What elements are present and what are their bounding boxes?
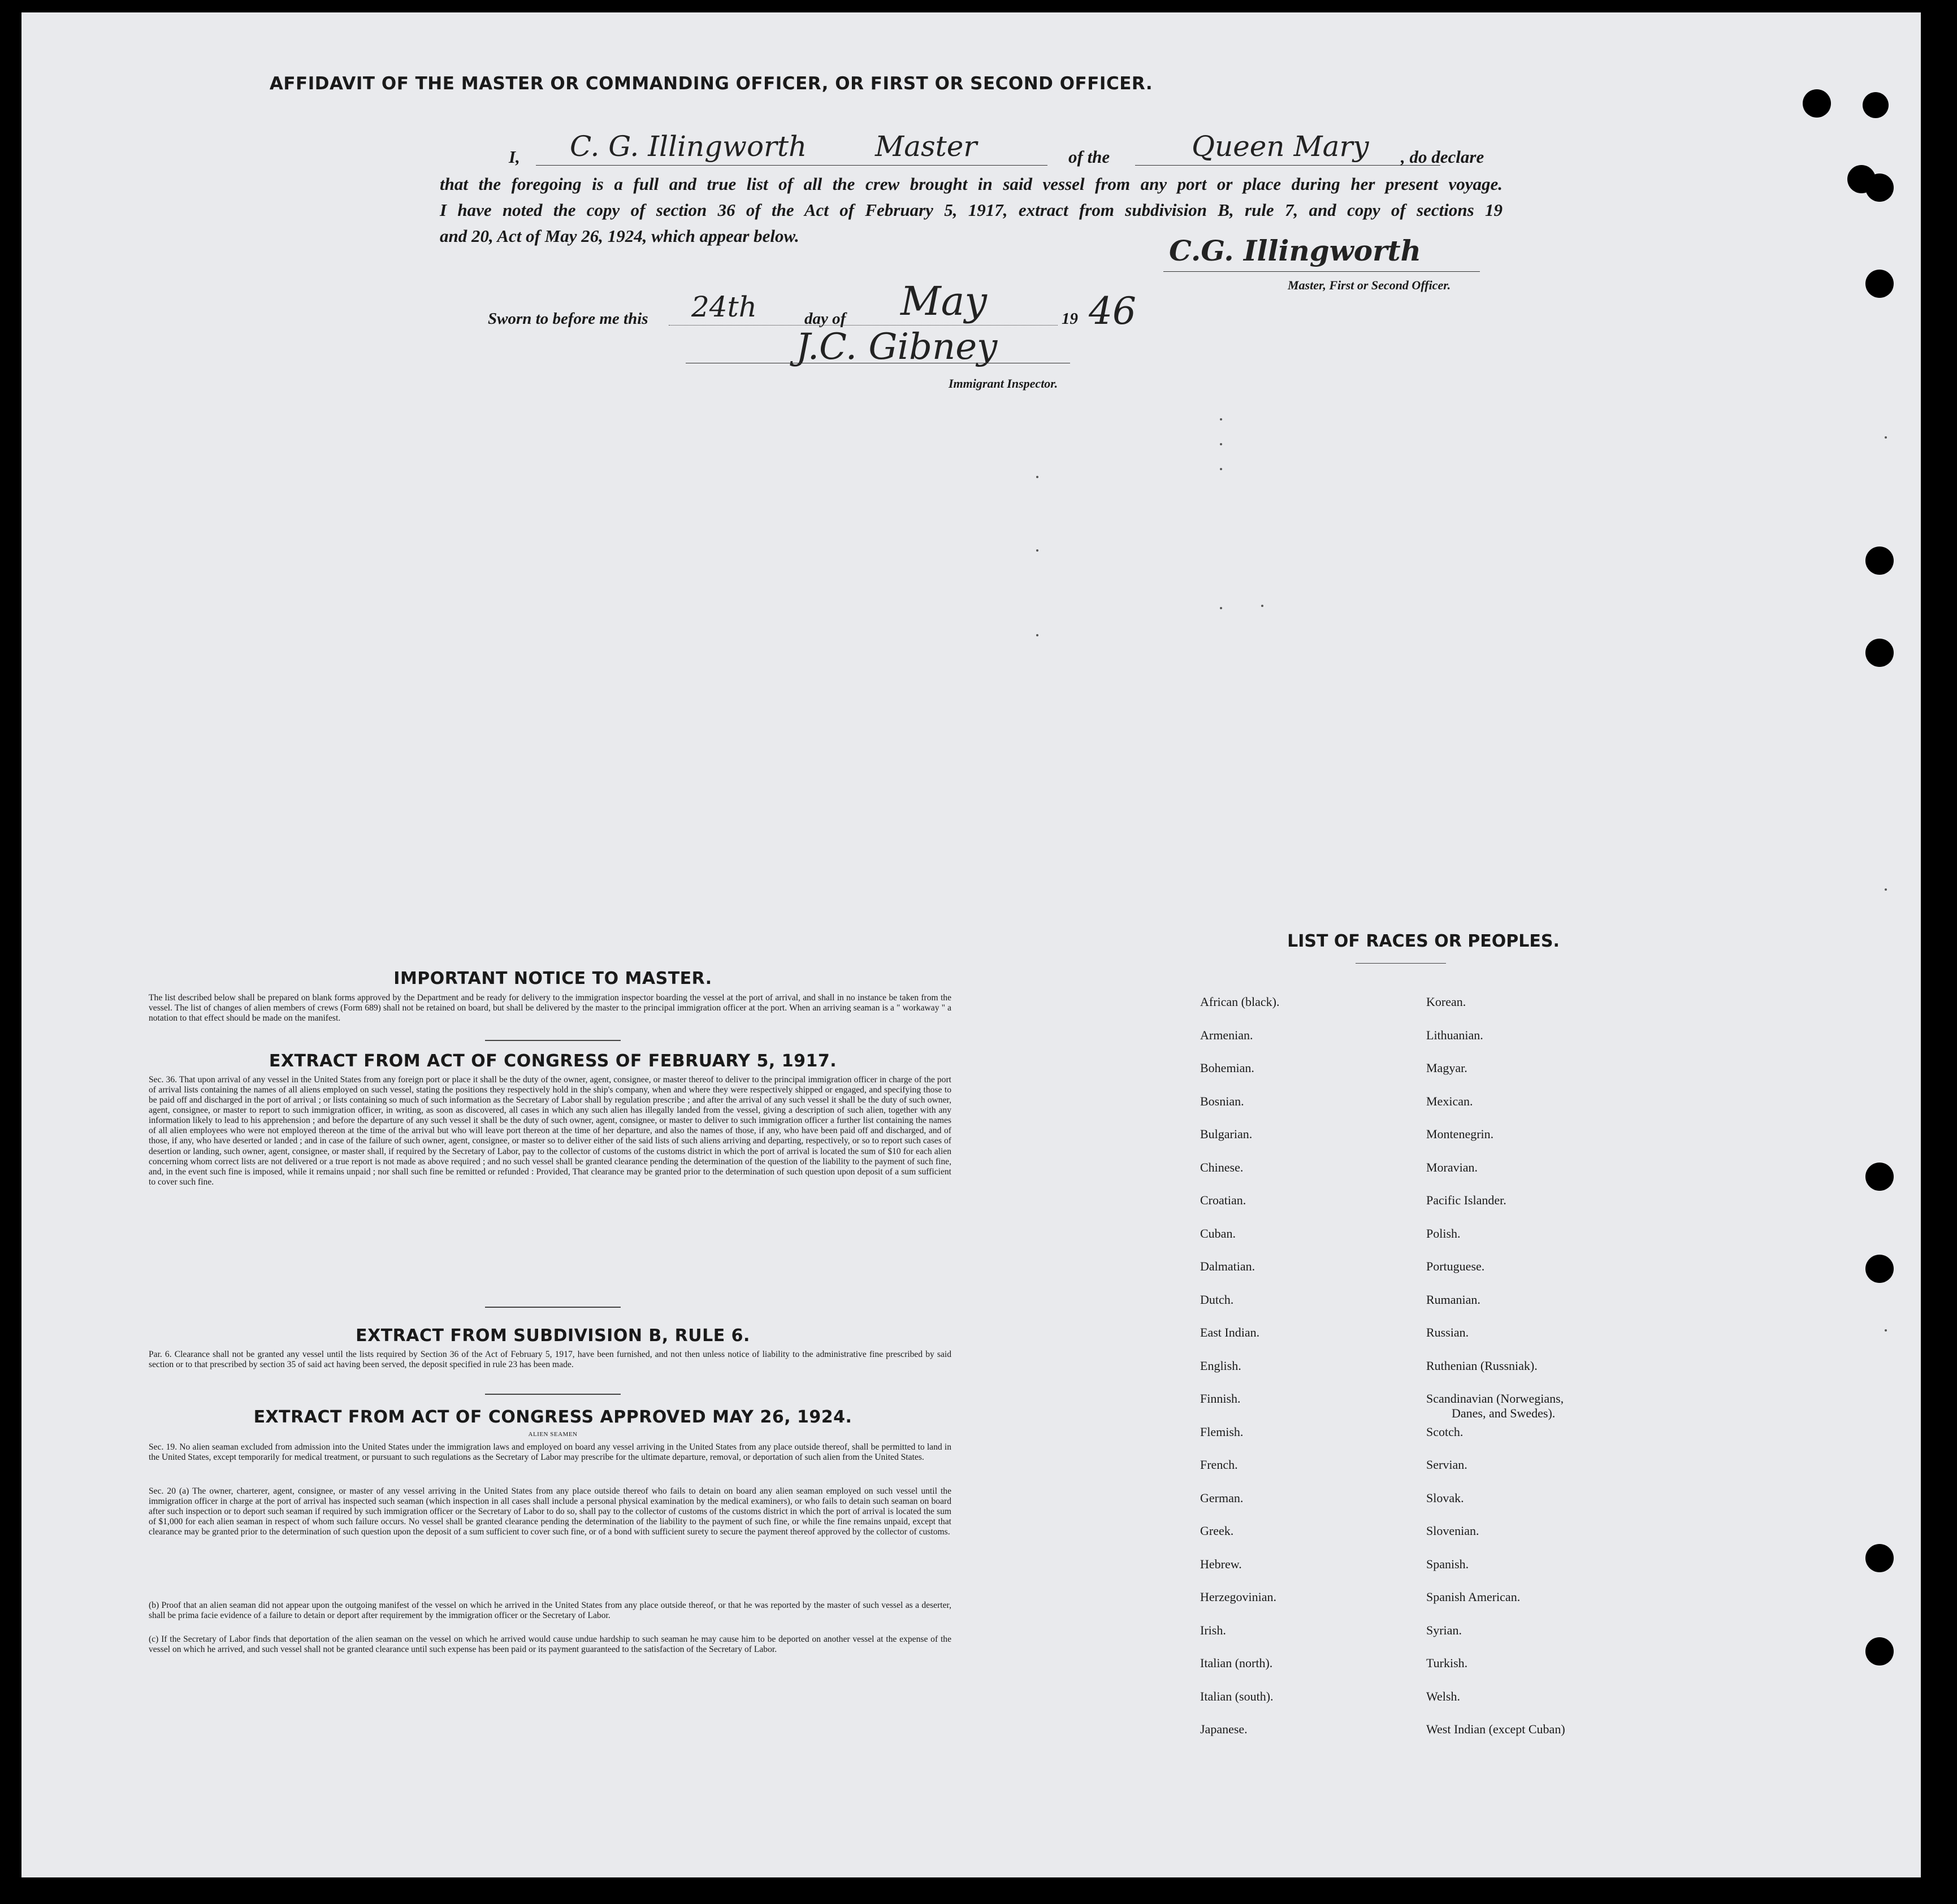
speck: [1885, 1329, 1887, 1332]
race-item: Slovenian.: [1426, 1524, 1479, 1538]
race-item: Greek.: [1200, 1524, 1234, 1538]
subdivision-heading: EXTRACT FROM SUBDIVISION B, RULE 6.: [356, 1326, 750, 1346]
affidavit-of-the: of the: [1068, 147, 1110, 167]
separator-2: [485, 1307, 621, 1308]
master-signature: C.G. Illingworth: [1169, 234, 1421, 267]
race-item: Pacific Islander.: [1426, 1193, 1506, 1207]
race-item: Slovak.: [1426, 1490, 1464, 1505]
affidavit-title: AFFIDAVIT OF THE MASTER OR COMMANDING OFFICER, OR FIRST OR SECOND OFFICER.: [269, 73, 1153, 94]
race-item: Finnish.: [1200, 1391, 1241, 1406]
speck: [1036, 634, 1038, 636]
separator-1: [485, 1040, 621, 1041]
race-item: Cuban.: [1200, 1226, 1236, 1241]
race-item: East Indian.: [1200, 1325, 1260, 1339]
speck: [1885, 888, 1887, 891]
race-item: Polish.: [1426, 1226, 1461, 1241]
race-item: Syrian.: [1426, 1623, 1462, 1637]
master-rank: Master: [875, 130, 977, 163]
punch-hole: [1865, 639, 1894, 667]
day-field: [669, 290, 804, 327]
sec-20b-text: (b) Proof that an alien seaman did not appear upon the outgoing manifest of the vessel on which he arrived in the United States from any place outside thereof, or that he was reported by the master of such vessel as a deserter, shall be prima facie evidence of a failure to detain or deport after requirement by the immigration officer or the Secretary of Labor.: [149, 1601, 951, 1621]
punch-hole: [1865, 1255, 1894, 1283]
sec-19-text: Sec. 19. No alien seaman excluded from admission into the United States under the immigration laws and employed on board any vessel arriving in the United States from any place outside thereof, shall be permitted to land in the United States, except temporarily for medical treatment, or pursuant to such regulations as the Secretary of Labor may prescribe for the ultimate departure, removal, or deportation of such alien from the United States.: [149, 1442, 951, 1463]
speck: [1885, 436, 1887, 439]
sworn-line: [669, 325, 1058, 326]
race-item: Chinese.: [1200, 1160, 1244, 1174]
race-item: Herzegovinian.: [1200, 1590, 1276, 1604]
extract-1917-heading: EXTRACT FROM ACT OF CONGRESS OF FEBRUARY 5, 1917.: [269, 1051, 837, 1071]
race-item: Scotch.: [1426, 1424, 1464, 1439]
race-item: Russian.: [1426, 1325, 1469, 1339]
vessel-field: [1135, 130, 1440, 166]
race-item: Irish.: [1200, 1623, 1226, 1637]
affidavit-line-3: I have noted the copy of section 36 of the Act of February 5, 1917, extract from subdivision B, rule 7, and copy of sections 19: [440, 200, 1503, 220]
sec-20c-text: (c) If the Secretary of Labor finds that deportation of the alien seaman on the vessel on which he arrived would cause undue hardship to such seaman he may cause him to be deported on another vessel at the expense of the vessel on which he arrived, and such vessel shall not be granted clearance until such expense has been paid or its payment guaranteed to the satisfaction of the Secretary of Labor.: [149, 1634, 951, 1655]
race-item: Korean.: [1426, 995, 1466, 1009]
sworn-day: 24th: [691, 290, 757, 323]
punch-hole: [1865, 1163, 1894, 1191]
speck: [1220, 607, 1222, 609]
race-item: Armenian.: [1200, 1027, 1253, 1042]
notice-text: The list described below shall be prepared on blank forms approved by the Department and be ready for delivery to the immigration inspector boarding the vessel at the port of arrival, and shall in no instance be taken from the vessel. The list of changes of alien members of crews (Form 689) shall not be retained on board, but shall be delivered by the master to the principal immigration officer at the port. When an arriving seaman is a " workaway " a notation to that effect should be made on the manifest.: [149, 993, 951, 1023]
race-item: Spanish American.: [1426, 1590, 1521, 1604]
speck: [1220, 443, 1222, 445]
year-suffix: 46: [1089, 289, 1136, 333]
race-item: Magyar.: [1426, 1061, 1467, 1075]
race-item: Montenegrin.: [1426, 1127, 1494, 1141]
day-of-label: day of: [804, 310, 846, 328]
race-item: Italian (south).: [1200, 1689, 1274, 1703]
race-item: African (black).: [1200, 995, 1280, 1009]
race-item: Turkish.: [1426, 1656, 1468, 1670]
month-field: [855, 278, 1056, 327]
sworn-month: May: [900, 278, 987, 324]
punch-hole: [1863, 92, 1889, 118]
punch-hole: [1865, 1637, 1894, 1666]
race-item: Flemish.: [1200, 1424, 1244, 1439]
document-page: [21, 12, 1921, 1877]
race-item: Moravian.: [1426, 1160, 1478, 1174]
race-item: Hebrew.: [1200, 1556, 1242, 1571]
race-item: Spanish.: [1426, 1556, 1469, 1571]
vessel-name: Queen Mary: [1192, 130, 1369, 163]
race-item: German.: [1200, 1490, 1244, 1505]
signature-caption: Master, First or Second Officer.: [1288, 278, 1451, 292]
races-title: LIST OF RACES OR PEOPLES.: [1287, 931, 1560, 951]
punch-hole: [1865, 1544, 1894, 1572]
punch-hole: [1865, 174, 1894, 202]
speck: [1220, 418, 1222, 420]
race-item: English.: [1200, 1358, 1241, 1373]
race-item: Bulgarian.: [1200, 1127, 1253, 1141]
race-scandinavian-continued: Danes, and Swedes).: [1452, 1406, 1556, 1420]
inspector-signature: J.C. Gibney: [796, 326, 998, 368]
speck: [1220, 468, 1222, 470]
affidavit-do-declare: , do declare: [1401, 147, 1484, 167]
separator-3: [485, 1394, 621, 1395]
affidavit-line-2: that the foregoing is a full and true list of all the crew brought in said vessel from any port or place during her present voyage.: [440, 174, 1503, 194]
extract-1917-text: Sec. 36. That upon arrival of any vessel in the United States from any foreign port or place it shall be the duty of the owner, agent, consignee, or master thereof to deliver to the principal immigration officer in charge of the port of arrival lists containing the names of all aliens employed on such vessel, stating the positions they respectively hold in the ship's company, when and where they were respectively shipped or engaged, and specifying those to be paid off and discharged in the port of arrival ; or lists containing so much of such information as the Secretary of Labor shall by regulation prescribe ; and after the arrival of any such vessel it shall be the duty of such owner, agent, consignee, or master to report to such immigration officer, in writing, as soon as discovered, all cases in which any such alien has illegally landed from the vessel, giving a description of such alien, together with any information likely to lead to his apprehension ; and before the departure of any such vessel it shall be the duty of such owner, agent, consignee, or master to deliver to such immigration officer a further list containing the names of all alien employees who were not employed thereon at the time of the arrival but who will leave port thereon at the time of her departure, and also the names of those, if any, who have been paid off and discharged, and of those, if any, who have deserted or landed ; and in case of the failure of such owner, agent, consignee, or master so to deliver either of the said lists of such aliens arriving and departing, respectively, or so to report such cases of desertion or landing, such owner, agent, consignee, or master shall, if required by the Secretary of Labor, pay to the collector of customs of the customs district in which the port of arrival is located the sum of $10 for each alien concerning whom correct lists are not delivered or a true report is not made as above required ; and no such vessel shall be granted clearance pending the determination of the question of the liability to the payment of such fine, and, in the event such fine is imposed, while it remains unpaid ; nor shall such fine be remitted or refunded : Provided, That clearance may be granted prior to the determination of such question upon deposit of a sum sufficient to cover such fine.: [149, 1075, 951, 1187]
race-item: Ruthenian (Russniak).: [1426, 1358, 1538, 1373]
race-item: Japanese.: [1200, 1722, 1248, 1736]
punch-hole: [1803, 89, 1831, 118]
master-name-field: [536, 130, 1047, 166]
speck: [1036, 476, 1038, 478]
race-item: Dalmatian.: [1200, 1259, 1255, 1273]
race-item: French.: [1200, 1458, 1238, 1472]
race-item: Scandinavian (Norwegians,: [1426, 1391, 1564, 1406]
races-underline: [1356, 963, 1446, 964]
speck: [1261, 605, 1263, 607]
race-item: West Indian (except Cuban): [1426, 1722, 1565, 1736]
race-item: Portuguese.: [1426, 1259, 1485, 1273]
race-item: Croatian.: [1200, 1193, 1246, 1207]
race-item: Servian.: [1426, 1458, 1467, 1472]
extract-1924-heading: EXTRACT FROM ACT OF CONGRESS APPROVED MAY 26, 1924.: [253, 1407, 852, 1427]
race-item: Italian (north).: [1200, 1656, 1273, 1670]
race-item: Rumanian.: [1426, 1292, 1480, 1307]
notice-heading: IMPORTANT NOTICE TO MASTER.: [393, 969, 712, 988]
race-item: Bohemian.: [1200, 1061, 1254, 1075]
year-prefix: 19: [1062, 310, 1078, 328]
punch-hole: [1865, 547, 1894, 575]
speck: [1036, 549, 1038, 552]
race-item: Dutch.: [1200, 1292, 1234, 1307]
race-item: Bosnian.: [1200, 1094, 1244, 1108]
affidavit-line-4: and 20, Act of May 26, 1924, which appear below.: [440, 226, 799, 246]
sworn-label: Sworn to before me this: [488, 310, 648, 328]
alien-seamen-subheading: ALIEN SEAMEN: [528, 1431, 578, 1438]
subdivision-text: Par. 6. Clearance shall not be granted any vessel until the lists required by Section 36 of the Act of February 5, 1917, have been furnished, and not then unless notice of liability to the administrative fine prescribed by said section or to that prescribed by section 35 of said act having been served, the deposit specified in rule 23 has been made.: [149, 1350, 951, 1370]
race-item: Lithuanian.: [1426, 1027, 1483, 1042]
race-item: Welsh.: [1426, 1689, 1460, 1703]
punch-hole: [1865, 270, 1894, 298]
inspector-caption: Immigrant Inspector.: [949, 376, 1058, 391]
master-name: C. G. Illingworth: [570, 130, 807, 163]
signature-line: [1163, 271, 1480, 272]
sec-20a-text: Sec. 20 (a) The owner, charterer, agent, consignee, or master of any vessel arriving in the United States from any place outside thereof who fails to detain on board any alien seaman employed on such vessel until the immigration officer in charge at the port of arrival has inspected such seaman (which inspection in all cases shall include a personal physical examination by the medical examiners), or who fails to detain such seaman on board after such inspection or to deport such seaman if required by such immigration officer or the Secretary of Labor to do so, shall pay to the collector of customs of the customs district in which the port of arrival is located the sum of $1,000 for each alien seaman in respect of whom such failure occurs. No vessel shall be granted clearance pending the determination of the liability to the payment of such fine, or while the fine remains unpaid, except that clearance may be granted prior to the determination of such question upon the deposit of a sum sufficient to cover such fine, or of a bond with sufficient surety to secure the payment thereof approved by the collector of customs.: [149, 1486, 951, 1537]
race-item: Mexican.: [1426, 1094, 1473, 1108]
affidavit-i: I,: [509, 147, 520, 167]
